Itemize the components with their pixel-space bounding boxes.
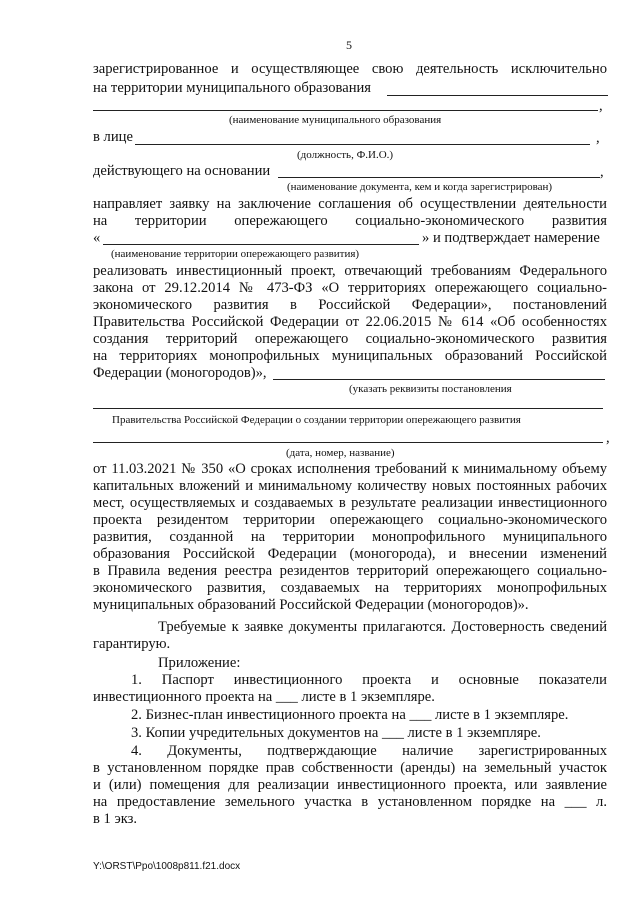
- appendix-item-3: 3. Копии учредительных документов на ___ листе в 1 экземпляре.: [131, 725, 541, 741]
- caption-decree: (указать реквизиты постановления: [349, 383, 512, 395]
- resolution-line-6: образования Российской Федерации (моногорода), и внесении изменений: [93, 546, 607, 562]
- appendix-item-4-line-2: в установленном порядке прав собственности (аренды) на земельный участок: [93, 760, 607, 776]
- label-v-lice: в лице: [93, 129, 133, 145]
- implement-line-3: экономического развития в Российской Федерации», постановлений: [93, 297, 607, 313]
- appendix-item-1-line-1: 1. Паспорт инвестиционного проекта и основные показатели: [131, 672, 607, 688]
- decree-blank-line-2: [93, 408, 603, 409]
- resolution-line-1: от 11.03.2021 № 350 «О сроках исполнения требований к минимальному объему: [93, 461, 607, 477]
- appendix-item-4-line-4: на предоставление земельного участка в установленном порядке на ___ л.: [93, 794, 607, 810]
- footer-file-path: Y:\ORST\Ppo\1008p811.f21.docx: [93, 861, 241, 872]
- appendix-item-2: 2. Бизнес-план инвестиционного проекта на ___ листе в 1 экземпляре.: [131, 707, 569, 723]
- implement-line-1: реализовать инвестиционный проект, отвечающий требованиям Федерального: [93, 263, 607, 279]
- resolution-line-8: экономического развития, создаваемых на территориях монопрофильных: [93, 580, 607, 596]
- decree-blank-line-1: [273, 379, 605, 380]
- fio-blank-line: [135, 144, 590, 145]
- resolution-line-9: муниципальных образований Российской Федерации (моногородов)».: [93, 597, 529, 613]
- implement-line-5: создания территорий опережающего социально-экономического развития: [93, 331, 607, 347]
- caption-territory: (наименование территории опережающего развития): [111, 248, 360, 260]
- territory-blank-line: [103, 244, 419, 245]
- appendix-item-4-line-3: и (или) помещения для реализации инвестиционного проекта, или заявление: [93, 777, 607, 793]
- caption-date: (дата, номер, название): [286, 447, 395, 459]
- comma-fio: ,: [596, 130, 600, 146]
- label-na-osnovanii: действующего на основании: [93, 163, 271, 179]
- implement-line-6: на территориях монопрофильных муниципальных образований Российской: [93, 348, 607, 364]
- docs-line-1: Требуемые к заявке документы прилагаются. Достоверность сведений: [158, 619, 607, 635]
- caption-municipality: (наименование муниципального образования: [229, 114, 442, 126]
- resolution-line-2: капитальных вложений и минимальному количеству новых постоянных рабочих: [93, 478, 607, 494]
- comma-basis: ,: [600, 164, 604, 180]
- comma-decree: ,: [606, 430, 610, 446]
- docs-line-2: гарантирую.: [93, 636, 171, 652]
- mo-blank-line-2: [93, 110, 598, 111]
- decree-caption-line: Правительства Российской Федерации о создании территории опережающего развития: [112, 414, 521, 426]
- intro-line-1: зарегистрированное и осуществляющее свою деятельность исключительно: [93, 61, 607, 77]
- implement-line-7: Федерации (моногородов)»,: [93, 365, 267, 381]
- resolution-line-5: развития, созданной на территории монопрофильного муниципального: [93, 529, 607, 545]
- appendix-item-4-line-5: в 1 экз.: [93, 811, 138, 827]
- intro-line-2: на территории муниципального образования: [93, 80, 372, 96]
- request-line-1: направляет заявку на заключение соглашения об осуществлении деятельности: [93, 196, 607, 212]
- resolution-line-3: мест, осуществляемых и создаваемых в результате реализации инвестиционного: [93, 495, 607, 511]
- comma-mo: ,: [599, 98, 603, 114]
- quote-close-tail: » и подтверждает намерение: [422, 230, 600, 246]
- resolution-line-4: проекта резидентом территории опережающего социально-экономического: [93, 512, 607, 528]
- quote-open: «: [93, 230, 101, 246]
- request-line-2: на территории опережающего социально-экономического развития: [93, 213, 607, 229]
- decree-blank-line-3: [93, 442, 603, 443]
- appendix-item-4-line-1: 4. Документы, подтверждающие наличие зарегистрированных: [131, 743, 607, 759]
- caption-fio: (должность, Ф.И.О.): [297, 149, 394, 161]
- mo-blank-line-1: [387, 95, 608, 96]
- caption-document: (наименование документа, кем и когда зарегистрирован): [287, 181, 553, 193]
- page-number: 5: [346, 38, 352, 52]
- basis-blank-line: [278, 177, 600, 178]
- resolution-line-7: в Правила ведения реестра резидентов территорий опережающего социально-: [93, 563, 607, 579]
- appendix-label: Приложение:: [158, 655, 241, 671]
- appendix-item-1-line-2: инвестиционного проекта на ___ листе в 1 экземпляре.: [93, 689, 435, 705]
- implement-line-2: закона от 29.12.2014 № 473-ФЗ «О территориях опережающего социально-: [93, 280, 607, 296]
- implement-line-4: Правительства Российской Федерации от 22.06.2015 № 614 «Об особенностях: [93, 314, 607, 330]
